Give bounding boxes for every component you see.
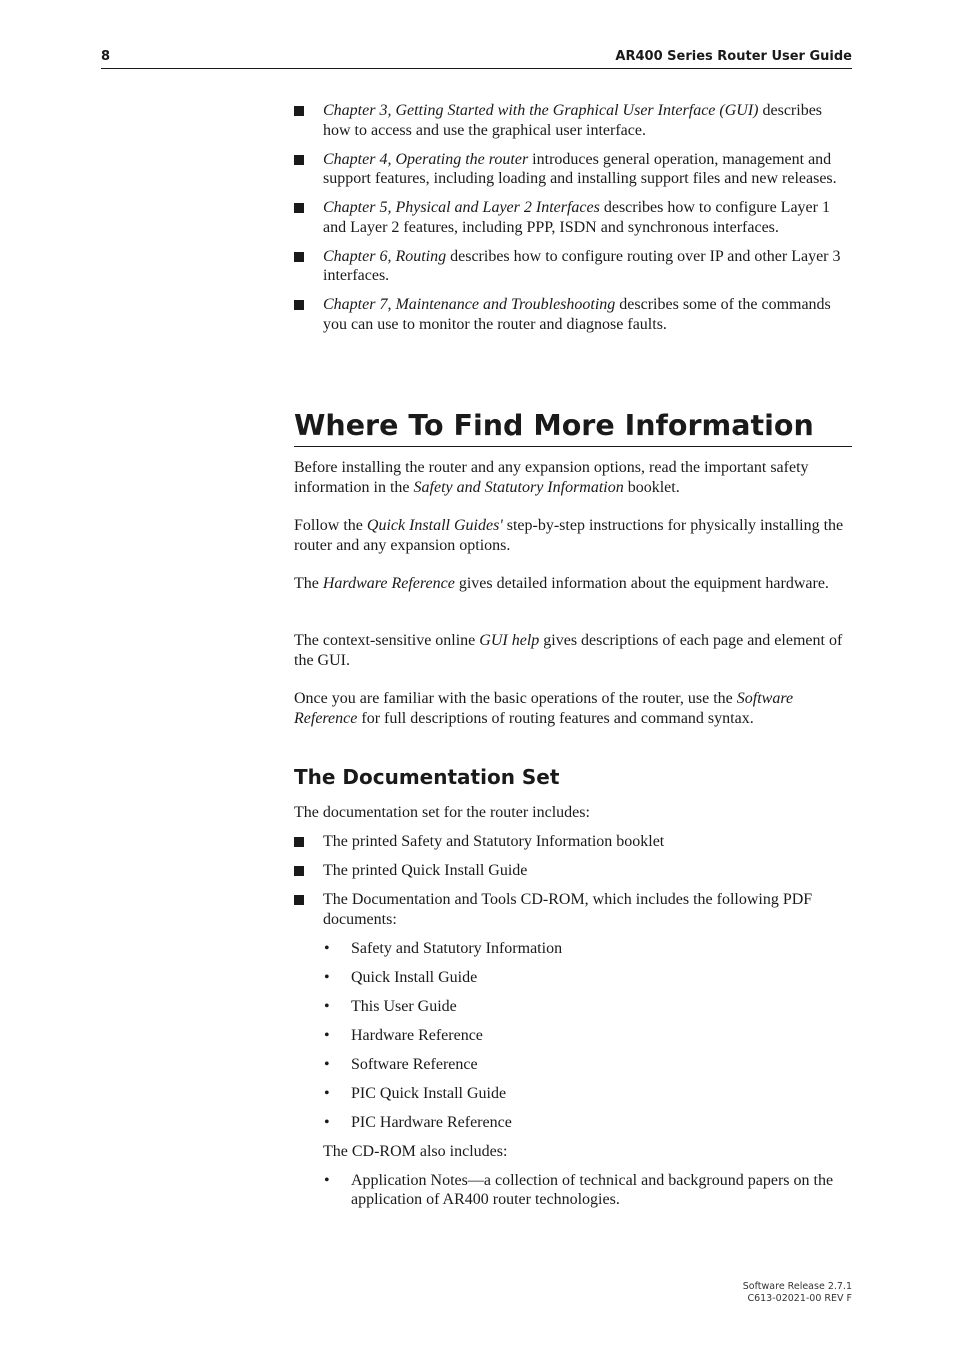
- pdf-item: • PIC Hardware Reference: [324, 1113, 512, 1131]
- square-bullet-icon: [294, 203, 304, 213]
- paragraph-safety: Before installing the router and any expansion options, read the important safety information in the Safety and Statutory Information booklet.: [294, 459, 809, 496]
- pdf-item: • Safety and Statutory Information: [324, 939, 563, 957]
- square-bullet-icon: [294, 252, 304, 262]
- paragraph-gui-help: The context-sensitive online GUI help gives descriptions of each page and element of the GUI.: [294, 632, 843, 669]
- list-item: Chapter 6, Routing describes how to configure routing over IP and other Layer 3 interfaces.: [294, 247, 852, 286]
- list-item: Chapter 3, Getting Started with the Graphical User Interface (GUI) describes how to access and use the graphical user interface.: [294, 101, 852, 140]
- pdf-item: • PIC Quick Install Guide: [324, 1084, 507, 1102]
- cd-intro: The CD-ROM also includes:: [323, 1142, 508, 1160]
- documentation-list: [294, 832, 852, 1219]
- paragraph-hardware: The Hardware Reference gives detailed information about the equipment hardware.: [294, 575, 829, 592]
- document-number: C613-02021-00 REV F: [747, 1292, 852, 1304]
- pdf-item: • Hardware Reference: [324, 1026, 483, 1044]
- list-item: The Documentation and Tools CD-ROM, which includes the following PDF documents:: [294, 890, 852, 929]
- bullet-dot-icon: •: [324, 997, 330, 1015]
- square-bullet-icon: [294, 155, 304, 165]
- bullet-dot-icon: •: [324, 1055, 330, 1073]
- pdf-item: • Software Reference: [324, 1055, 478, 1073]
- software-release: Software Release 2.7.1: [742, 1281, 852, 1292]
- running-title: AR400 Series Router User Guide: [615, 49, 852, 64]
- square-bullet-icon: [294, 866, 304, 876]
- list-item: The printed Safety and Statutory Information booklet: [294, 832, 852, 852]
- page-number: 8: [101, 49, 111, 64]
- list-item: Chapter 4, Operating the router introduces general operation, management and support features, including loading and installing support files and new releases.: [294, 150, 852, 189]
- square-bullet-icon: [294, 837, 304, 847]
- list-item: The printed Quick Install Guide: [294, 861, 852, 881]
- bullet-dot-icon: •: [324, 1026, 330, 1044]
- bullet-dot-icon: •: [324, 1171, 330, 1189]
- cd-item: • Application Notes—a collection of technical and background papers on the application of AR400 router technologies.: [324, 1171, 834, 1208]
- square-bullet-icon: [294, 106, 304, 116]
- pdf-item: • Quick Install Guide: [324, 968, 478, 986]
- bullet-dot-icon: •: [324, 939, 330, 957]
- paragraph-software: Once you are familiar with the basic operations of the router, use the Software Reference for full descriptions of routing features and command syntax.: [294, 690, 794, 727]
- bullet-dot-icon: •: [324, 1113, 330, 1131]
- square-bullet-icon: [294, 895, 304, 905]
- square-bullet-icon: [294, 300, 304, 310]
- page-footer: [743, 1281, 852, 1304]
- docset-intro: The documentation set for the router includes:: [294, 804, 590, 821]
- paragraph-quick-install: Follow the Quick Install Guides' step-by-step instructions for physically installing the router and any expansion options.: [294, 517, 844, 554]
- list-item: Chapter 7, Maintenance and Troubleshooting describes some of the commands you can use to monitor the router and diagnose faults.: [294, 295, 852, 334]
- bullet-dot-icon: •: [324, 1084, 330, 1102]
- pdf-item: • This User Guide: [324, 997, 457, 1015]
- section-heading: Where To Find More Information: [294, 405, 852, 447]
- subsection-heading: The Documentation Set: [294, 765, 560, 789]
- list-item: Chapter 5, Physical and Layer 2 Interfaces describes how to configure Layer 1 and Layer 2 features, including PPP, ISDN and synchronous interfaces.: [294, 198, 852, 237]
- chapter-list: [294, 101, 852, 344]
- page-header: [101, 48, 852, 69]
- bullet-dot-icon: •: [324, 968, 330, 986]
